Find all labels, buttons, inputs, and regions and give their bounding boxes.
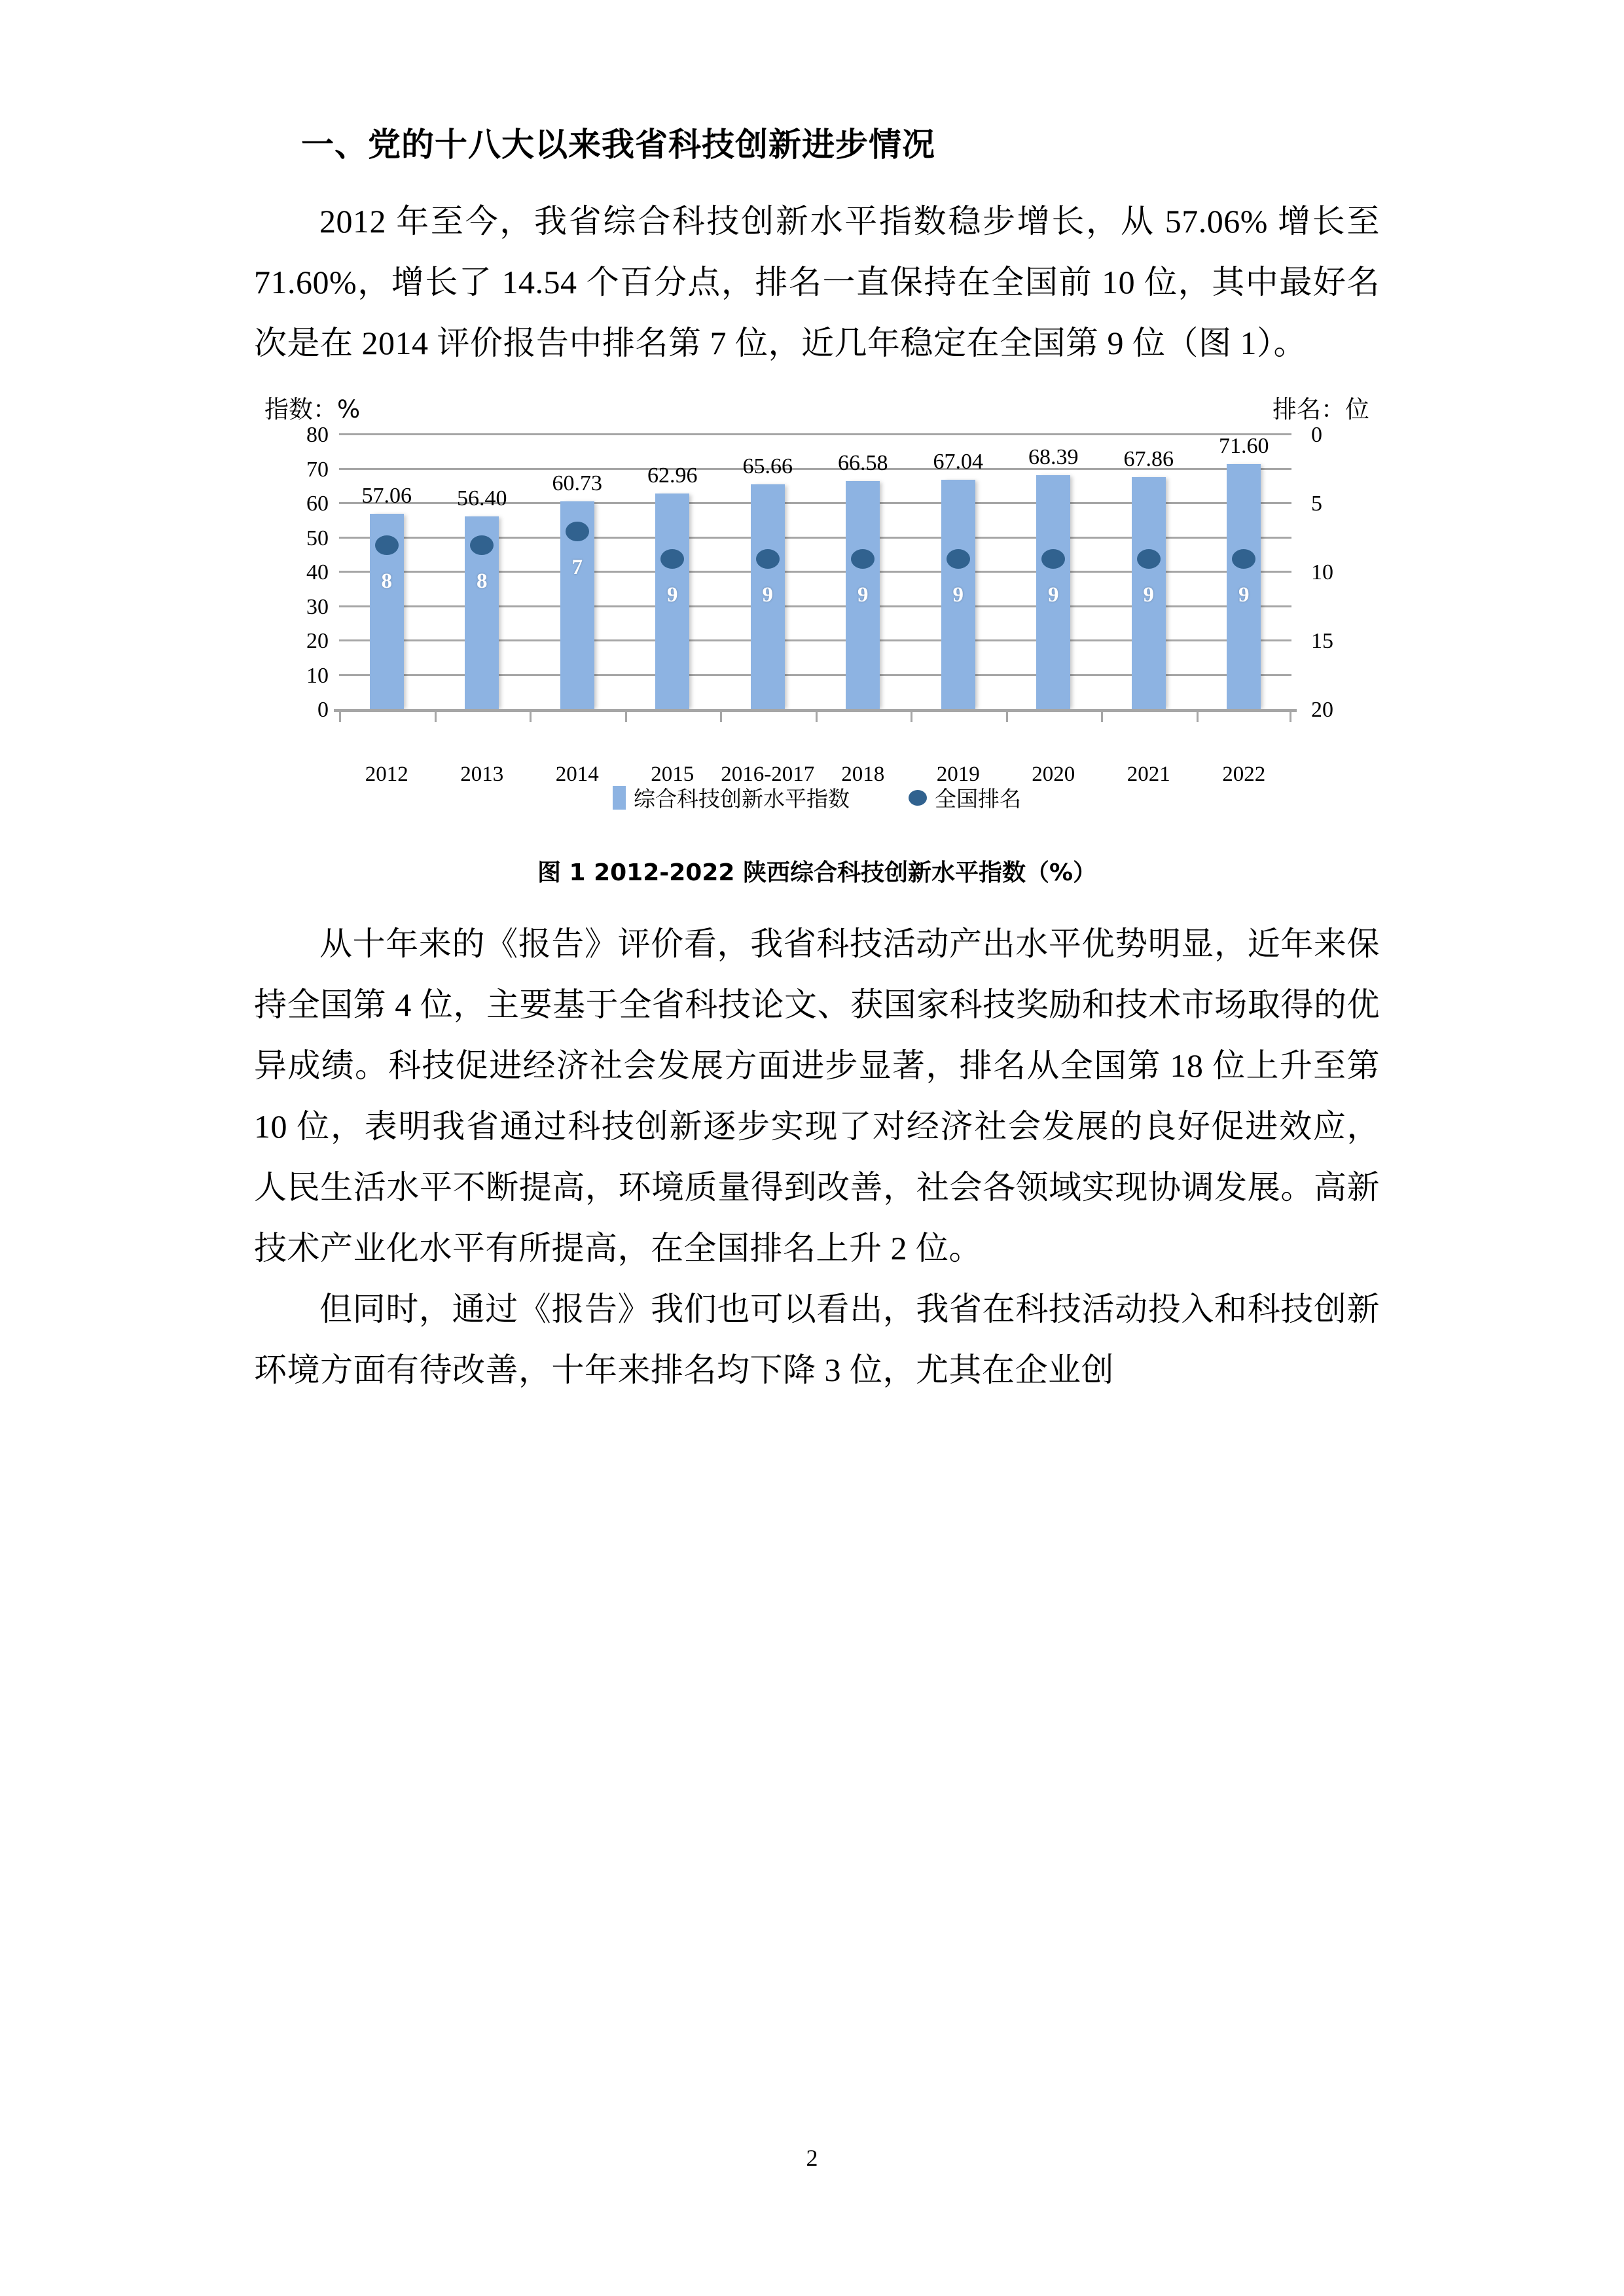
chart-left-axis-caption: 指数：%	[264, 395, 361, 423]
chart-bar-group	[720, 435, 816, 710]
legend-label: 综合科技创新水平指数	[634, 786, 850, 812]
chart-bar-value-label: 67.86	[1123, 446, 1174, 471]
chart-bar-group	[530, 435, 625, 710]
x-axis-tick-label: 2021	[1127, 762, 1170, 786]
page-title: 一、党的十八大以来我省科技创新进步情况	[301, 126, 935, 164]
y-axis-tick-label: 80	[306, 423, 329, 447]
chart-rank-value-label: 7	[571, 556, 583, 579]
chart-rank-value-label: 8	[477, 569, 488, 593]
chart-rank-value-label: 9	[1048, 583, 1059, 607]
chart-rank-marker	[470, 535, 494, 555]
x-axis-tickmark	[435, 710, 437, 722]
x-axis-tickmark	[1290, 710, 1291, 722]
chart-rank-marker	[1041, 549, 1065, 569]
chart-bar	[552, 471, 602, 710]
chart-bars	[339, 435, 1291, 710]
chart-rank-value-label: 9	[1143, 583, 1154, 607]
chart-bar-group	[625, 435, 721, 710]
chart-rank-value-label: 9	[762, 583, 773, 607]
y2-axis-tick-label: 5	[1311, 492, 1322, 516]
chart-rank-value-label: 9	[857, 583, 869, 607]
chart-bar-value-label: 68.39	[1028, 444, 1079, 469]
chart-rank-marker	[851, 549, 875, 569]
y-axis-tick-label: 30	[306, 594, 329, 619]
chart-rank-marker	[1232, 549, 1255, 569]
figure-caption: 图 1 2012-2022 陕西综合科技创新水平指数（%）	[537, 859, 1097, 886]
x-axis-tick-label: 2022	[1222, 762, 1266, 786]
x-axis-tick-label: 2020	[1032, 762, 1075, 786]
chart-plot-wrapper	[261, 423, 1373, 786]
x-axis-tick-label: 2013	[460, 762, 504, 786]
chart-plot-area	[306, 423, 1333, 722]
chart-bar	[742, 454, 793, 710]
chart-bar-group	[1101, 435, 1197, 710]
y-axis-tick-label: 10	[306, 663, 329, 688]
chart-bar-value-label: 66.58	[838, 451, 888, 476]
x-axis-tick-label: 2012	[365, 762, 408, 786]
chart-rank-value-label: 9	[952, 583, 964, 607]
chart-bar-group	[435, 435, 530, 710]
chart-bar	[361, 484, 412, 710]
y2-axis-tick-label: 0	[1311, 423, 1322, 447]
chart-bar-group	[1197, 435, 1292, 710]
y-axis-tick-label: 0	[317, 698, 329, 722]
legend-item-rank	[909, 782, 1021, 813]
x-axis-tickmark	[816, 710, 818, 722]
x-axis-tickmark	[625, 710, 627, 722]
chart-bar-group	[816, 435, 911, 710]
chart-bar-group	[339, 435, 435, 710]
chart-bar	[933, 450, 983, 710]
y-axis-tick-label: 60	[306, 492, 329, 516]
chart-bar-value-label: 67.04	[933, 450, 983, 475]
x-axis-tick-label: 2014	[555, 762, 599, 786]
y-axis-tick-label: 50	[306, 526, 329, 550]
legend-bar-swatch	[613, 786, 626, 810]
chart-rank-value-label: 9	[667, 583, 678, 607]
chart-bar-group	[1006, 435, 1102, 710]
chart-right-axis-caption: 排名：位	[1272, 395, 1369, 423]
y2-axis-tick-label: 15	[1311, 629, 1333, 653]
paragraph-1: 2012 年至今，我省综合科技创新水平指数稳步增长，从 57.06% 增长至 71.60%，增长了 14.54 个百分点，排名一直保持在全国前 10 位，其中最好名次是在 2014 评价报告中排名第 7 位，近几年稳定在全国第 9 位（图 1）。	[254, 203, 1380, 361]
chart-bar	[838, 451, 888, 710]
chart-legend	[261, 782, 1373, 813]
x-axis-tickmark	[1101, 710, 1103, 722]
chart-rank-value-label: 9	[1238, 583, 1250, 607]
y-axis-tick-label: 40	[306, 560, 329, 584]
y2-axis-tick-label: 10	[1311, 560, 1333, 584]
chart-bar-value-label: 62.96	[647, 463, 698, 488]
x-axis-tick-label: 2015	[651, 762, 695, 786]
page-content	[254, 0, 1380, 1401]
chart-rank-marker	[1137, 549, 1161, 569]
chart-rank-marker	[660, 549, 684, 569]
chart-bar-value-label: 71.60	[1219, 434, 1269, 459]
x-axis-tickmark	[339, 710, 341, 722]
x-axis-tick-label: 2018	[841, 762, 885, 786]
x-axis-tickmark	[1197, 710, 1199, 722]
chart-bar	[1123, 446, 1174, 710]
legend-dot-swatch	[909, 790, 927, 806]
figure-1-chart	[261, 389, 1373, 848]
chart-bar-value-label: 65.66	[742, 454, 793, 479]
chart-bar	[1028, 444, 1079, 710]
legend-label: 全国排名	[935, 786, 1021, 812]
y-axis-tick-label: 20	[306, 629, 329, 653]
chart-bar	[647, 463, 698, 710]
chart-bar-value-label: 56.40	[457, 486, 507, 511]
y2-axis-tick-label: 20	[1311, 698, 1333, 722]
chart-bar	[1219, 434, 1269, 710]
x-axis-tickmark	[530, 710, 532, 722]
chart-rank-marker	[947, 549, 970, 569]
chart-rank-marker	[756, 549, 780, 569]
x-axis-tickmark	[720, 710, 722, 722]
paragraph-2: 从十年来的《报告》评价看，我省科技活动产出水平优势明显，近年来保持全国第 4 位，主要基于全省科技论文、获国家科技奖励和技术市场取得的优异成绩。科技促进经济社会发展方面进步显著，排名从全国第 18 位上升至第 10 位，表明我省通过科技创新逐步实现了对经济社会发展的良好促进效应，人民生活水平不断提高，环境质量得到改善，社会各领域实现协调发展。高新技术产业化水平有所提高，在全国排名上升 2 位。	[254, 925, 1380, 1266]
chart-bar-value-label: 57.06	[361, 484, 412, 509]
chart-bar-value-label: 60.73	[552, 471, 602, 496]
chart-bar-group	[911, 435, 1006, 710]
page-number: 2	[806, 2145, 818, 2171]
y-axis-tick-label: 70	[306, 457, 329, 482]
x-axis-tick-label: 2019	[936, 762, 980, 786]
chart-rank-value-label: 8	[381, 569, 392, 593]
legend-item-index	[613, 782, 850, 813]
chart-rank-marker	[375, 535, 399, 555]
x-axis-tick-label: 2016-2017	[721, 762, 815, 786]
paragraph-3: 但同时，通过《报告》我们也可以看出，我省在科技活动投入和科技创新环境方面有待改善，十年来排名均下降 3 位，尤其在企业创	[254, 1291, 1380, 1388]
chart-rank-marker	[566, 522, 589, 541]
x-axis-tickmark	[1006, 710, 1008, 722]
chart-x-tickmarks	[339, 710, 1291, 722]
chart-bar	[457, 486, 507, 710]
x-axis-tickmark	[911, 710, 912, 722]
